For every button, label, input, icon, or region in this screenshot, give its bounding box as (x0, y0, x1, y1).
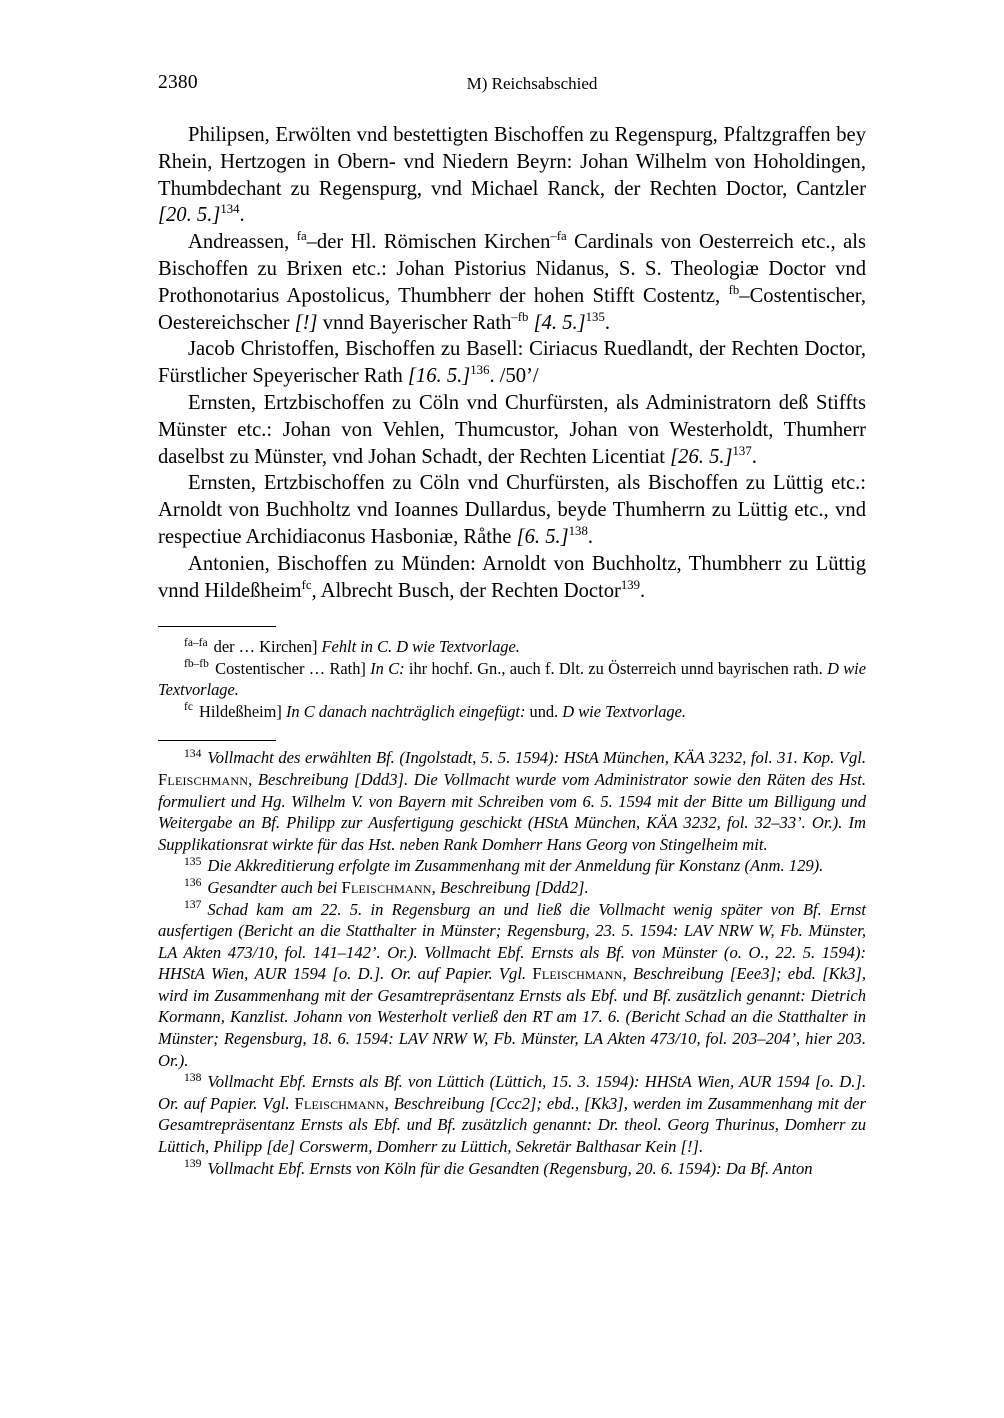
paragraph-text: Andreassen, (188, 231, 297, 254)
apparatus-note-fc (158, 701, 866, 723)
footnote-text: Vollmacht Ebf. Ernsts von Köln für die Gesandten (Regensburg, 20. 6. 1594): Da Bf. Anton (207, 1158, 813, 1178)
footnote-ref-139[interactable]: 139 (620, 577, 641, 592)
footnote-text: Vollmacht des erwählten Bf. (Ingolstadt, 5. 5. 1594): HStA München, KÄA 3232, fol. 31. Kop. Vgl. (207, 748, 866, 768)
apparatus-rule (158, 626, 276, 627)
footnote-135 (158, 855, 866, 877)
page-content (158, 72, 866, 1179)
editorial-sic: [!] (294, 311, 318, 334)
paragraph-jacob (158, 336, 866, 390)
footnote-137 (158, 899, 866, 1072)
footnote-text: Gesandter auch bei (207, 877, 342, 897)
paragraph-text: Philipsen, Erwölten vnd bestettigten Bischoffen zu Regenspurg, Pfaltzgraffen bey Rhein, Hertzogen in Obern- vnd Niedern Beyrn: Johan Wilhelm von Hoholdingen, Thumbdechant zu Regenspurg, vnd Michael Ranck, der Rechten Doctor, Cantzler (158, 124, 866, 200)
apparatus-note-sigil: fc (184, 701, 193, 714)
footnotes-rule (158, 740, 276, 741)
date-bracket: [4. 5.] (528, 311, 586, 334)
paragraph-text: , Albrecht Busch, der Rechten Doctor (311, 579, 621, 602)
footnote-139 (158, 1158, 866, 1180)
paragraph-andreassen (158, 229, 866, 336)
running-title: M) Reichsabschied (466, 74, 598, 93)
footnote-text: , Beschreibung [Ddd3]. Die Vollmacht wurde vom Administrator sowie den Räten des Hst. formuliert und Hg. Wilhelm V. von Bayern mit Schreiben vom 6. 5. 1594 mit der Bitte um Billigung und Weitergabe an Bf. Philipp zur Ausfertigung geschickt (HStA München, KÄA 3232, fol. 32–33’. Or.). Im Supplikationsrat wirkte für das Hst. neben Rank Domherr Hans Georg von Stingelheim mit. (158, 769, 866, 854)
paragraph-text: Antonien, Bischoffen zu Münden: Arnoldt von Buchholtz, Thumbherr zu Lüttig vnnd Hildeßheim (158, 552, 866, 602)
apparatus-note-comment2: D wie Textvorlage. (158, 658, 866, 700)
footnote-author-name: Fleischmann (158, 769, 249, 789)
paragraph-tail: . (239, 204, 245, 227)
footnote-ref-137[interactable]: 137 (732, 443, 752, 458)
footnote-number[interactable]: 134 (184, 746, 202, 760)
running-head (158, 72, 866, 106)
critical-apparatus (158, 626, 866, 722)
paragraph-philipsen (158, 122, 866, 229)
apparatus-note-comment: Fehlt in C. D wie Textvorlage. (317, 637, 520, 657)
footnote-ref-136[interactable]: 136 (470, 363, 490, 378)
footnote-number[interactable]: 135 (184, 854, 202, 868)
apparatus-note-lemma: Hildeßheim] (194, 701, 282, 721)
footnote-author-name: Fleischmann (341, 877, 432, 897)
footnote-number[interactable]: 136 (184, 876, 202, 890)
apparatus-note-lemma: der … Kirchen] (209, 637, 318, 657)
paragraph-tail: . (587, 525, 593, 548)
apparatus-sigil-fa-open[interactable]: fa (296, 229, 307, 244)
date-bracket: [20. 5.] (158, 204, 221, 227)
footnote-text: , Beschreibung [Eee3]; ebd. [Kk3], wird im Zusammenhang mit der Gesamtrepräsentanz Ernsts als Ebf. und Bf. zusätzlich genannt: Dietrich Kormann, Kanzlist. Johann von Westerholt verließ den RT am 17. 6. (Bericht Schad an die Statthalter in Münster; Regensburg, 18. 6. 1594: LAV NRW W, Fb. Münster, LA Akten 473/10, fol. 203–204’, hier 203. Or.). (158, 964, 866, 1070)
paragraph-tail: . (640, 579, 646, 602)
apparatus-sigil-fb-close[interactable]: –fb (511, 309, 529, 324)
footnote-136 (158, 877, 866, 899)
footnote-author-name: Fleischmann (532, 964, 623, 984)
footnote-134 (158, 747, 866, 855)
footnote-138 (158, 1071, 866, 1157)
apparatus-note-fa (158, 636, 866, 658)
apparatus-sigil-fb-open[interactable]: fb (728, 282, 740, 297)
paragraph-ernsten-muenster (158, 390, 866, 470)
paragraph-text: vnnd Bayerischer Rath (317, 311, 512, 334)
footnote-text: Schad kam am 22. 5. in Regensburg an und ließ die Vollmacht wenig später von Bf. Ernst ausfertigen (Bericht an die Statthalter in Münster; Regensburg, 23. 5. 1594: LAV NRW W, Fb. Münster, LA Akten 473/10, fol. 141–142’. Or.). Vollmacht Ebf. Ernsts als Bf. von Münster (o. O., 22. 5. 1594): HHStA Wien, AUR 1594 [o. D.]. Or. auf Papier. Vgl. (158, 899, 866, 984)
date-bracket: [16. 5.] (407, 365, 471, 388)
paragraph-text: Jacob Christoffen, Bischoffen zu Basell: Ciriacus Ruedlandt, der Rechten Doctor, Fürstlicher Speyerischer Rath (158, 338, 866, 388)
paragraph-tail: . /50’/ (489, 365, 539, 388)
apparatus-note-lemma: Costentischer … Rath] (210, 658, 366, 678)
footnote-ref-134[interactable]: 134 (220, 202, 240, 217)
footnote-author-name: Fleischmann (294, 1093, 385, 1113)
page-number: 2380 (158, 72, 198, 93)
footnote-text: Vollmacht Ebf. Ernsts als Bf. von Lüttich (Lüttich, 15. 3. 1594): HHStA Wien, AUR 1594 [o. D.]. Or. auf Papier. Vgl. (158, 1072, 866, 1113)
body-text (158, 122, 866, 604)
apparatus-note-fb (158, 658, 866, 701)
footnote-number[interactable]: 138 (184, 1070, 202, 1084)
date-bracket: [26. 5.] (670, 445, 733, 468)
footnote-ref-138[interactable]: 138 (568, 524, 588, 539)
footnote-list (158, 747, 866, 1179)
paragraph-text: Cardinals von Oesterreich etc., als Bischoffen zu Brixen etc.: Johan Pistorius Nidanus, S. S. Theologiæ Doctor vnd Prothonotarius Apostolicus, Thumbherr der hohen Stifft Costentz, (158, 231, 866, 307)
apparatus-note-sigil: fa–fa (184, 636, 208, 649)
apparatus-sigil-fa-close[interactable]: –fa (550, 229, 567, 244)
paragraph-text: Ernsten, Ertzbischoffen zu Cöln vnd Churfürsten, als Bischoffen zu Lüttig etc.: Arnoldt von Buchholtz vnd Ioannes Dullardus, beyde Thumherrn zu Lüttig etc., vnd respectiue Archidiaconus Hasboniæ, Råthe (158, 472, 866, 548)
apparatus-note-variant: und. (525, 701, 559, 721)
paragraph-antonien (158, 551, 866, 605)
footnote-text: , Beschreibung [Ddd2]. (431, 877, 589, 897)
paragraph-text: –der Hl. Römischen Kirchen (306, 231, 551, 254)
footnote-number[interactable]: 137 (184, 897, 202, 911)
footnote-number[interactable]: 139 (184, 1157, 202, 1171)
apparatus-note-comment2: D wie Textvorlage. (558, 701, 686, 721)
date-bracket: [6. 5.] (516, 525, 569, 548)
footnote-text: , Beschreibung [Ccc2]; ebd., [Kk3], werden im Zusammenhang mit der Gesamtrepräsentanz Ernsts als Ebf. und Bf. zusätzlich genannt: Dr. theol. Georg Thurinus, Domherr zu Lüttich, Philipp [de] Corswerm, Domherr zu Lüttich, Sekretär Balthasar Kein [!]. (158, 1093, 866, 1157)
paragraph-tail: . (604, 311, 610, 334)
footnote-text: Die Akkreditierung erfolgte im Zusammenhang mit der Anmeldung für Konstanz (Anm. 129). (207, 856, 824, 876)
paragraph-text: Ernsten, Ertzbischoffen zu Cöln vnd Churfürsten, als Administratorn deß Stiffts Münster etc.: Johan von Vehlen, Thumcustor, Johan von Westerholdt, Thumherr daselbst zu Münster, vnd Johan Schadt, der Rechten Licentiat (158, 391, 866, 468)
apparatus-note-comment: In C: (365, 658, 405, 678)
paragraph-ernsten-luettig (158, 470, 866, 550)
footnote-ref-135[interactable]: 135 (585, 309, 605, 324)
paragraph-text: –Costentischer, Oestereichscher (158, 284, 866, 334)
apparatus-sigil-fc[interactable]: fc (301, 577, 312, 592)
apparatus-note-variant: ihr hochf. Gn., auch f. Dlt. zu Österreich unnd bayrischen rath. (404, 658, 823, 678)
apparatus-note-comment: In C danach nachträglich eingefügt: (281, 701, 526, 721)
footnotes-section (158, 740, 866, 1179)
paragraph-tail: . (751, 445, 757, 468)
apparatus-note-sigil: fb–fb (184, 658, 209, 671)
